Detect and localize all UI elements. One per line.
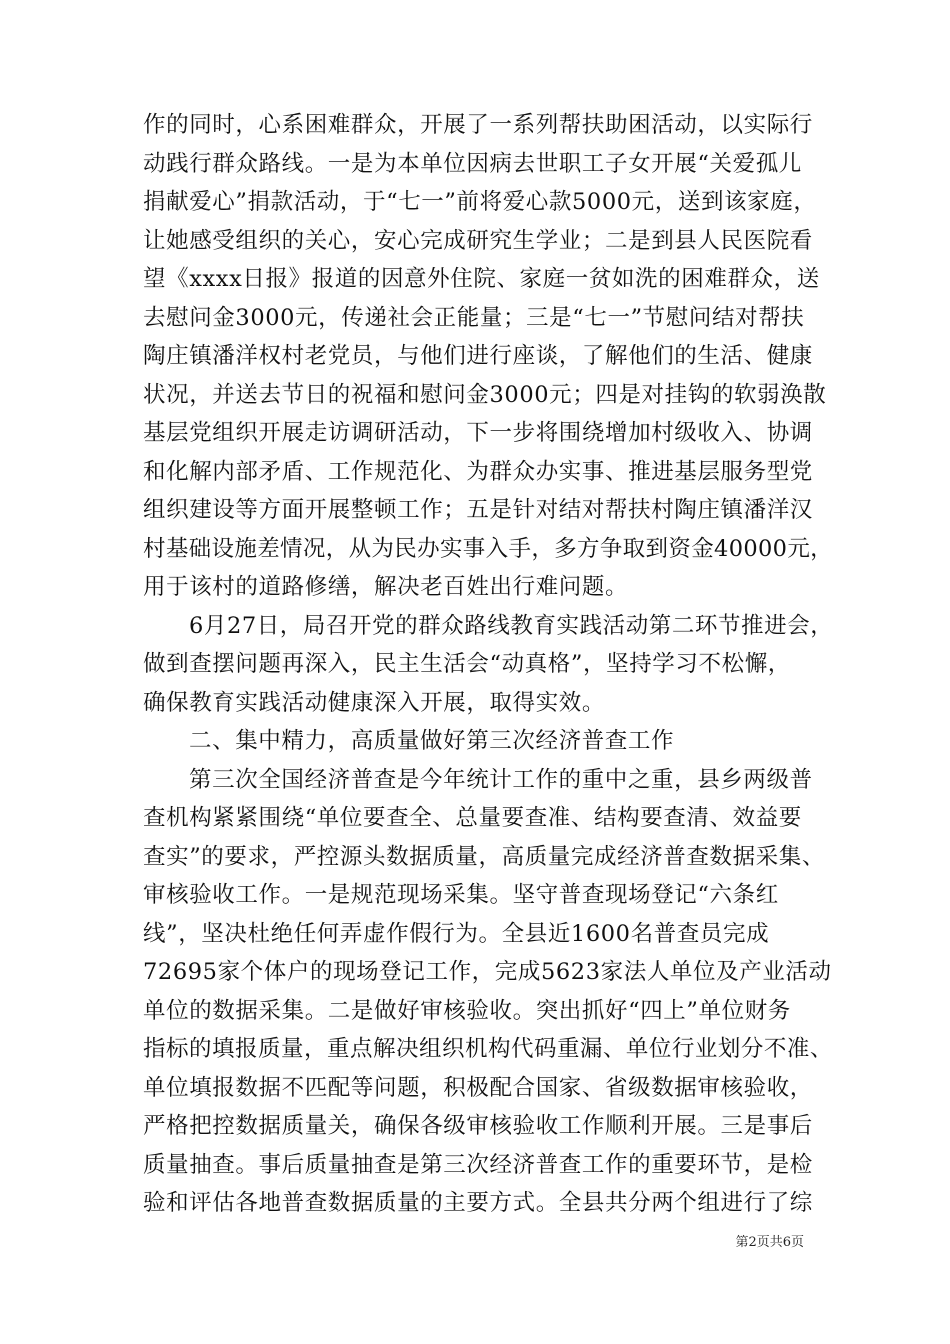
text-line: 捐献爱心”捐款活动，于“七一”前将爱心款5000元，送到该家庭， <box>143 189 817 215</box>
text-line: 做到查摆问题再深入，民主生活会“动真格”，坚持学习不松懈， <box>143 651 791 677</box>
text-line: 和化解内部矛盾、工作规范化、为群众办实事、推进基层服务型党 <box>143 458 813 485</box>
text-line: 望《xxxx日报》报道的因意外住院、家庭一贫如洗的困难群众，送 <box>143 266 820 292</box>
text-line: 确保教育实践活动健康深入开展，取得实效。 <box>143 689 606 716</box>
text-line: 验和评估各地普查数据质量的主要方式。全县共分两个组进行了综 <box>143 1190 813 1216</box>
text-line: 单位填报数据不匹配等问题，积极配合国家、省级数据审核验收， <box>143 1074 813 1101</box>
text-line: 状况，并送去节日的祝福和慰问金3000元；四是对挂钩的软弱涣散 <box>143 381 827 408</box>
text-line: 去慰问金3000元，传递社会正能量；三是“七一”节慰问结对帮扶 <box>143 304 805 331</box>
text-line: 第三次全国经济普查是今年统计工作的重中之重，县乡两级普 <box>189 766 813 793</box>
text-line: 质量抽查。事后质量抽查是第三次经济普查工作的重要环节，是检 <box>143 1151 813 1178</box>
text-line: 查实”的要求，严控源头数据质量，高质量完成经济普查数据采集、 <box>143 843 826 870</box>
text-line: 严格把控数据质量关，确保各级审核验收工作顺利开展。三是事后 <box>143 1113 813 1139</box>
text-line: 村基础设施差情况，从为民办实事入手，多方争取到资金40000元， <box>143 535 834 562</box>
text-line: 陶庄镇潘洋权村老党员，与他们进行座谈，了解他们的生活、健康 <box>143 343 813 369</box>
text-line: 指标的填报质量，重点解决组织机构代码重漏、单位行业划分不准、 <box>143 1036 833 1062</box>
text-line: 二、集中精力，高质量做好第三次经济普查工作 <box>189 728 675 754</box>
text-line: 让她感受组织的关心，安心完成研究生学业；二是到县人民医院看 <box>143 227 813 254</box>
text-line: 线”，坚决杜绝任何弄虚作假行为。全县近1600名普查员完成 <box>143 920 770 947</box>
text-line: 72695家个体户的现场登记工作，完成5623家法人单位及产业活动 <box>143 959 832 985</box>
text-line: 审核验收工作。一是规范现场采集。坚守普查现场登记“六条红 <box>143 882 779 908</box>
text-line: 6月27日，局召开党的群众路线教育实践活动第二环节推进会， <box>189 612 834 639</box>
text-line: 基层党组织开展走访调研活动，下一步将围绕增加村级收入、协调 <box>143 420 813 446</box>
text-line: 动践行群众路线。一是为本单位因病去世职工子女开展“关爱孤儿 <box>143 150 802 177</box>
text-line: 组织建设等方面开展整顿工作；五是针对结对帮扶村陶庄镇潘洋汉 <box>143 497 813 523</box>
text-line: 查机构紧紧围绕“单位要查全、总量要查准、结构要查清、效益要 <box>143 805 802 831</box>
text-line: 作的同时，心系困难群众，开展了一系列帮扶助困活动，以实际行 <box>143 112 813 138</box>
text-line: 用于该村的道路修缮，解决老百姓出行难问题。 <box>143 574 629 600</box>
page-number: 第2页共6页 <box>735 1235 804 1250</box>
text-line: 单位的数据采集。二是做好审核验收。突出抓好“四上”单位财务 <box>143 997 791 1024</box>
document-body <box>143 106 833 1223</box>
